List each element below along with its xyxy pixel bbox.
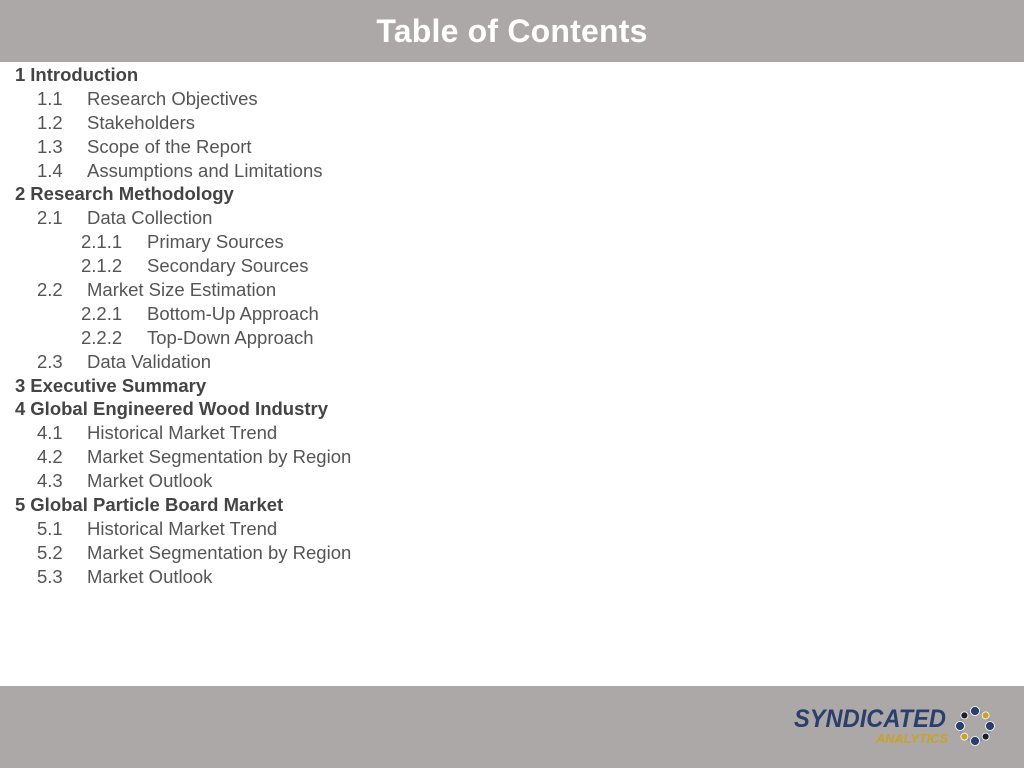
- footer-bar: [0, 686, 1024, 768]
- toc-subsection: [15, 87, 715, 111]
- toc-subsection: [15, 159, 715, 183]
- toc-entry-number: 2.2.2: [81, 326, 123, 348]
- toc-entry-number: 2.3: [37, 350, 63, 372]
- toc-entry-number: 5.3: [37, 565, 63, 587]
- toc-section-heading: [15, 182, 715, 206]
- toc-subsection: [15, 206, 715, 230]
- toc-subsection: [15, 350, 715, 374]
- toc-subsection: [15, 421, 715, 445]
- toc-entry-text: Assumptions and Limitations: [87, 159, 323, 181]
- toc-subsection: [15, 469, 715, 493]
- toc-section-heading: [15, 493, 715, 517]
- toc-entry-number: 2.1.2: [81, 255, 123, 277]
- toc-entry-number: 1: [15, 64, 26, 85]
- logo-dot: [986, 722, 995, 731]
- logo-wordmark-line1: SYNDICATED: [794, 705, 946, 733]
- toc-entry-number: 4: [15, 398, 26, 420]
- toc-entry-number: 1.4: [37, 159, 63, 181]
- toc-entry-text: Historical Market Trend: [87, 517, 278, 539]
- toc-section-heading: [15, 397, 715, 421]
- toc-entry-text: Market Outlook: [87, 565, 213, 587]
- toc-subsubsection: [15, 326, 715, 350]
- toc-subsubsection: [15, 230, 715, 254]
- toc-entry-text: Market Segmentation by Region: [87, 446, 352, 468]
- table-of-contents: [15, 63, 715, 589]
- toc-entry-number: 4.1: [37, 422, 63, 444]
- toc-entry-text: Research Objectives: [87, 87, 258, 109]
- toc-entry-text: Data Collection: [87, 207, 213, 229]
- logo-dot: [982, 733, 989, 740]
- toc-entry-text: Introduction: [30, 64, 139, 85]
- toc-entry-number: 4.3: [37, 470, 63, 492]
- toc-subsection: [15, 517, 715, 541]
- toc-entry-number: 2.2: [37, 279, 63, 301]
- toc-entry-text: Global Particle Board Market: [30, 494, 284, 516]
- toc-subsection: [15, 111, 715, 135]
- toc-entry-number: 3: [15, 374, 26, 396]
- toc-entry-text: Research Methodology: [30, 183, 234, 205]
- toc-entry-number: 2.1.1: [81, 231, 123, 253]
- toc-entry-text: Market Segmentation by Region: [87, 541, 352, 563]
- toc-entry-text: Stakeholders: [87, 111, 195, 133]
- toc-entry-text: Global Engineered Wood Industry: [30, 398, 329, 420]
- toc-subsection: [15, 565, 715, 589]
- toc-section-heading: [15, 374, 715, 398]
- toc-subsubsection: [15, 254, 715, 278]
- toc-subsection: [15, 541, 715, 565]
- logo-dot: [961, 712, 968, 719]
- toc-entry-number: 2.2.1: [81, 302, 123, 324]
- logo-dot: [971, 737, 980, 746]
- logo-dot: [961, 733, 968, 740]
- toc-entry-text: Executive Summary: [30, 374, 207, 396]
- page-title: Table of Contents: [376, 12, 648, 49]
- toc-subsection: [15, 135, 715, 159]
- title-bar: [0, 0, 1024, 62]
- toc-entry-text: Primary Sources: [147, 231, 284, 253]
- toc-entry-number: 1.3: [37, 135, 63, 157]
- toc-entry-number: 2: [15, 183, 26, 205]
- toc-entry-text: Historical Market Trend: [87, 422, 278, 444]
- toc-entry-text: Market Outlook: [87, 470, 213, 492]
- logo-dot: [956, 722, 965, 731]
- toc-section-heading: [15, 63, 715, 87]
- toc-subsubsection: [15, 302, 715, 326]
- logo-wordmark-line2: ANALYTICS: [875, 731, 949, 746]
- logo-dot: [982, 712, 989, 719]
- toc-subsection: [15, 445, 715, 469]
- toc-entry-number: 2.1: [37, 207, 63, 229]
- toc-entry-text: Secondary Sources: [147, 255, 309, 277]
- toc-entry-number: 1.1: [37, 87, 63, 109]
- toc-entry-text: Scope of the Report: [87, 135, 252, 157]
- toc-entry-text: Bottom-Up Approach: [147, 302, 319, 324]
- toc-entry-text: Top-Down Approach: [147, 326, 314, 348]
- toc-entry-number: 4.2: [37, 446, 63, 468]
- toc-entry-text: Data Validation: [87, 350, 212, 372]
- toc-entry-text: Market Size Estimation: [87, 279, 277, 301]
- logo-dot: [971, 707, 980, 716]
- toc-entry-number: 1.2: [37, 111, 63, 133]
- toc-entry-number: 5: [15, 494, 26, 516]
- ring-of-dots-icon: [956, 707, 995, 746]
- syndicated-analytics-logo: [792, 700, 1002, 752]
- toc-entry-number: 5.1: [37, 517, 63, 539]
- toc-subsection: [15, 278, 715, 302]
- toc-entry-number: 5.2: [37, 541, 63, 563]
